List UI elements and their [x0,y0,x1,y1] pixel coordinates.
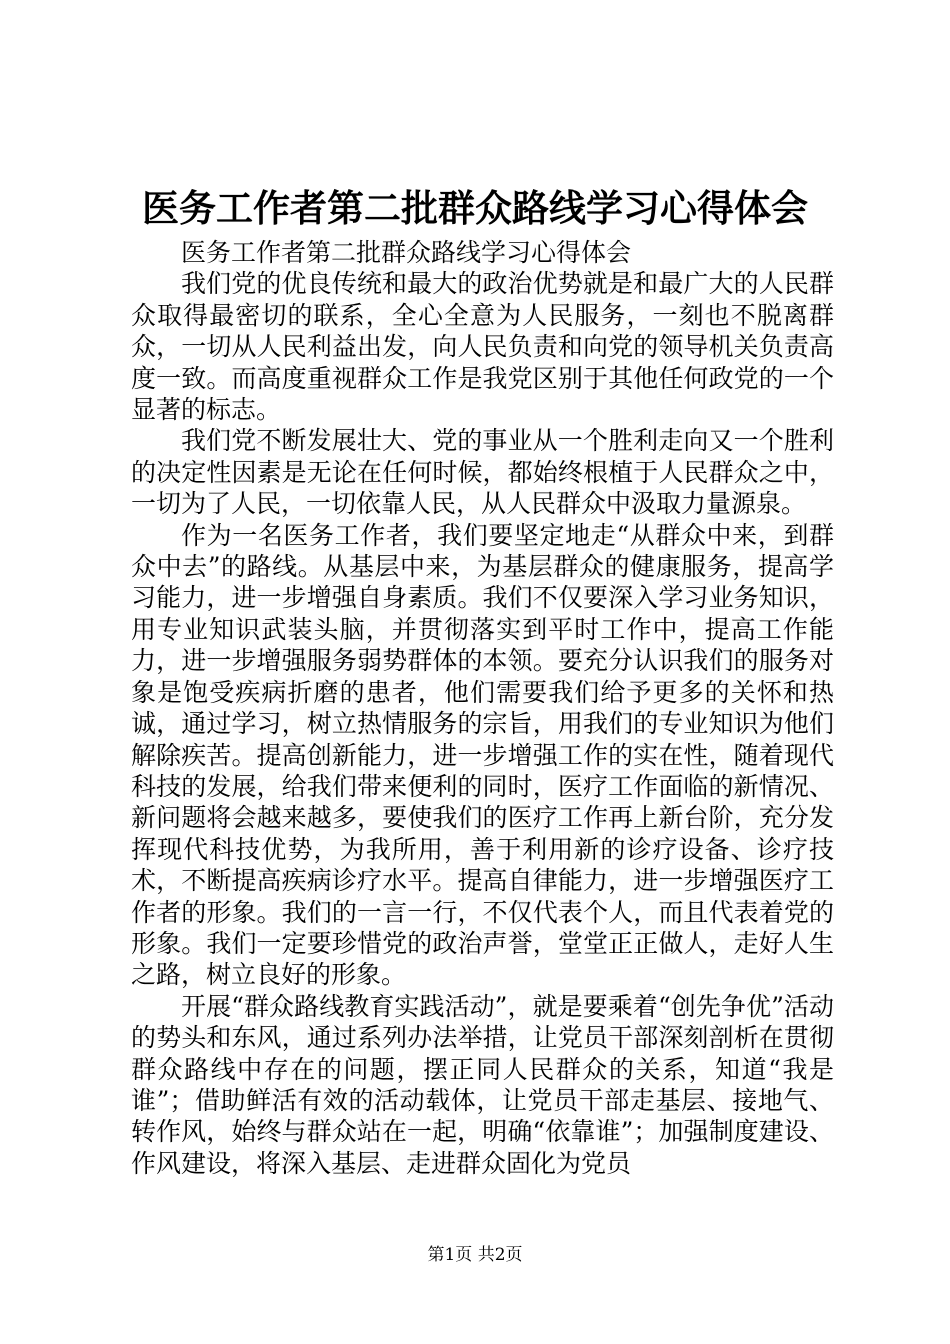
page-number-footer: 第1页 共2页 [427,1245,523,1265]
document-title: 医务工作者第二批群众路线学习心得体会 [142,186,808,230]
document-body [131,237,834,1179]
document-subtitle: 医务工作者第二批群众路线学习心得体会 [181,238,632,267]
paragraph-1: 我们党的优良传统和最大的政治优势就是和最广大的人民群众取得最密切的联系，全心全意为人民服务，一刻也不脱离群众，一切从人民利益出发，向人民负责和向党的领导机关负责高度一致。而高度重视群众工作是我党区别于其他任何政党的一个显著的标志。 [131,269,834,425]
paragraph-4: 开展“群众路线教育实践活动”，就是要乘着“创先争优”活动的势头和东风，通过系列办法举措，让党员干部深刻剖析在贯彻群众路线中存在的问题，摆正同人民群众的关系，知道“我是谁”；借助鲜活有效的活动载体，让党员干部走基层、接地气、转作风，始终与群众站在一起，明确“依靠谁”；加强制度建设、作风建设，将深入基层、走进群众固化为党员 [131,991,834,1178]
paragraph-2: 我们党不断发展壮大、党的事业从一个胜利走向又一个胜利的决定性因素是无论在任何时候，都始终根植于人民群众之中，一切为了人民，一切依靠人民，从人民群众中汲取力量源泉。 [131,426,834,519]
paragraph-3: 作为一名医务工作者，我们要坚定地走“从群众中来，到群众中去”的路线。从基层中来，为基层群众的健康服务，提高学习能力，进一步增强自身素质。我们不仅要深入学习业务知识，用专业知识武装头脑，并贯彻落实到平时工作中，提高工作能力，进一步增强服务弱势群体的本领。要充分认识我们的服务对象是饱受疾病折磨的患者，他们需要我们给予更多的关怀和热诚，通过学习，树立热情服务的宗旨，用我们的专业知识为他们解除疾苦。提高创新能力，进一步增强工作的实在性，随着现代科技的发展，给我们带来便利的同时，医疗工作面临的新情况、新问题将会越来越多，要使我们的医疗工作再上新台阶，充分发挥现代科技优势，为我所用，善于利用新的诊疗设备、诊疗技术，不断提高疾病诊疗水平。提高自律能力，进一步增强医疗工作者的形象。我们的一言一行，不仅代表个人，而且代表着党的形象。我们一定要珍惜党的政治声誉，堂堂正正做人，走好人生之路，树立良好的形象。 [131,520,834,990]
